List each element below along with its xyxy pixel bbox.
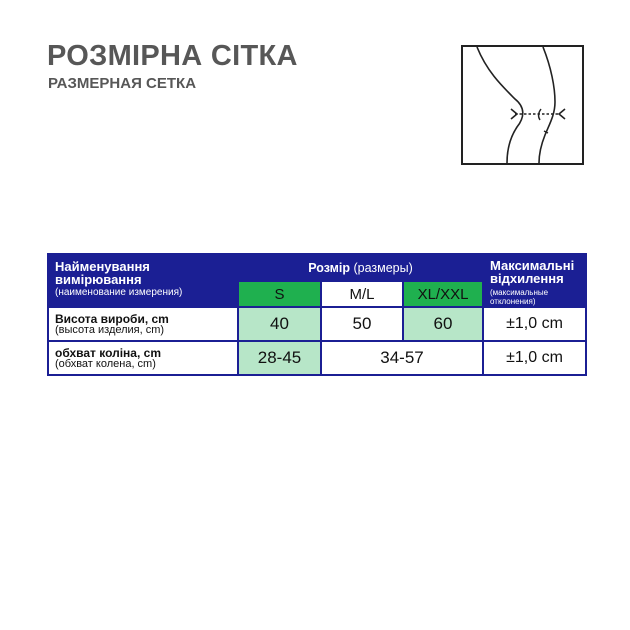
knee-circumference-diagram	[461, 45, 584, 165]
size-chart-table	[47, 253, 587, 376]
row-label-ru: (высота изделия, cm)	[55, 323, 165, 336]
page-title: РОЗМІРНА СІТКА	[47, 40, 298, 72]
header-max-deviation	[483, 254, 586, 307]
header-name-ua: Найменування вимірювання	[55, 259, 150, 287]
row-label-height	[48, 307, 238, 341]
value-ml-xl-xxl: 34-57	[321, 341, 483, 375]
size-s: S	[238, 281, 321, 307]
header-measurement-name	[48, 254, 238, 307]
page-subtitle: РАЗМЕРНАЯ СЕТКА	[48, 75, 197, 92]
tolerance: ±1,0 cm	[483, 307, 586, 341]
header-max-ru: (максимальные отклонения)	[490, 288, 549, 306]
value-xl-xxl: 60	[403, 307, 483, 341]
header-name-ru: (наименование измерения)	[55, 287, 183, 298]
row-label-ua: обхват коліна, cm	[55, 345, 161, 360]
header-max-ua: Максимальні відхилення	[490, 258, 575, 286]
size-ml: M/L	[321, 281, 403, 307]
knee-diagram-icon	[463, 47, 582, 163]
value-ml: 50	[321, 307, 403, 341]
table-row	[48, 341, 586, 375]
header-size-ua: Розмір	[308, 260, 350, 275]
header-size-ru: (размеры)	[353, 260, 413, 275]
row-label-knee-circumference	[48, 341, 238, 375]
row-label-ua: Висота вироби, cm	[55, 311, 169, 326]
table-row	[48, 307, 586, 341]
value-s: 28-45	[238, 341, 321, 375]
value-s: 40	[238, 307, 321, 341]
size-xl-xxl: XL/XXL	[403, 281, 483, 307]
header-size	[238, 254, 483, 281]
tolerance: ±1,0 cm	[483, 341, 586, 375]
row-label-ru: (обхват колена, cm)	[55, 357, 156, 370]
